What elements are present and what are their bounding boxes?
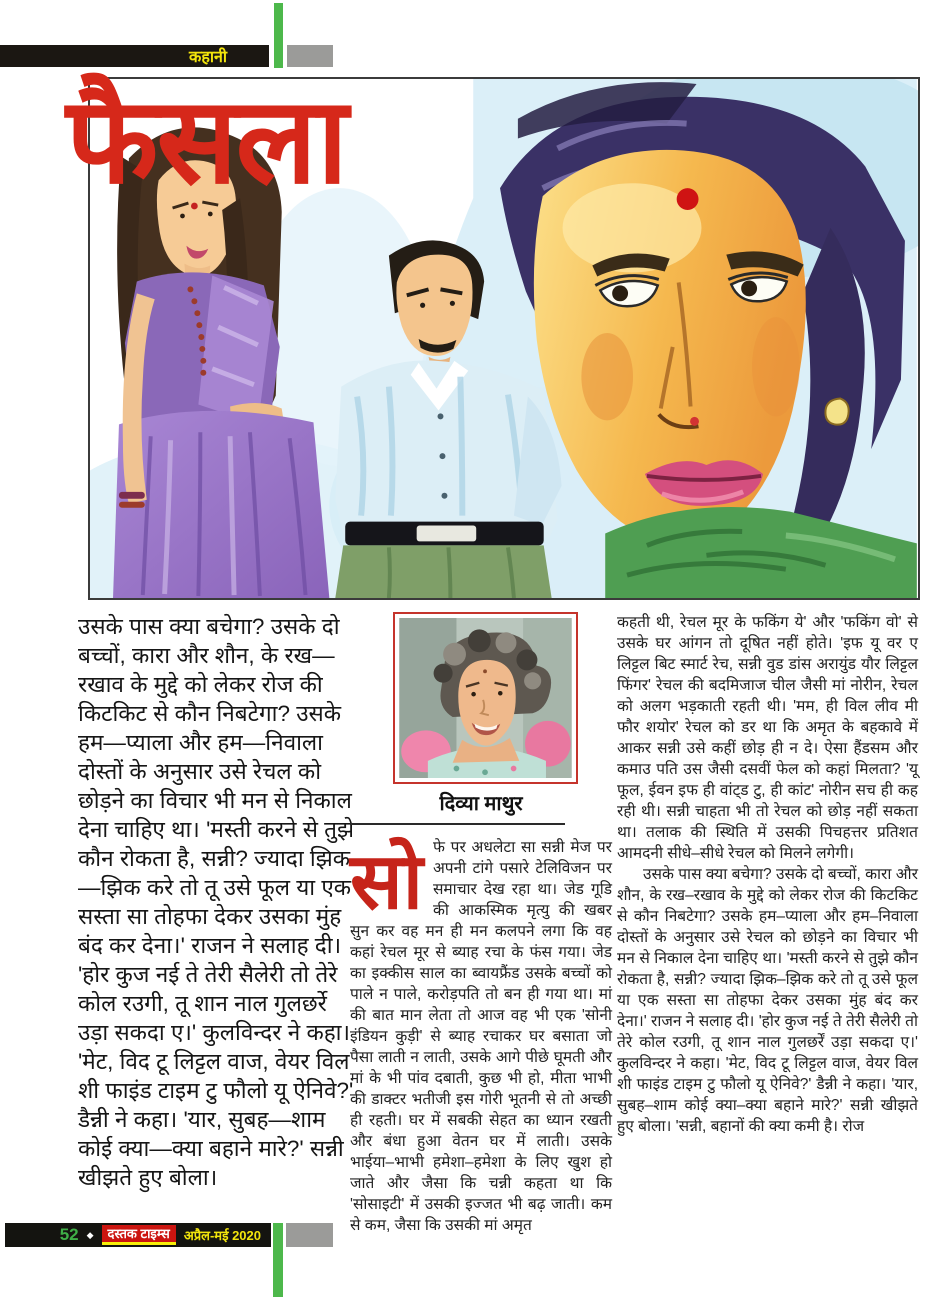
author-name: दिव्या माथुर <box>439 793 523 815</box>
magazine-logo: दस्तक टाइम्स <box>102 1225 176 1245</box>
story-title: फैसला <box>66 74 347 208</box>
footer-bar <box>5 1223 271 1247</box>
column-2-text: फे पर अधलेटा सा सन्नी मेज पर अपनी टांगे पसारे टेलिविजन पर समाचार देख रहा था। जेड गूडि की आकस्मिक मृत्यु की खबर सुन कर वह मन ही मन कलपने लगा कि वह कहां रेचल मूर से ब्याह रचा के फंस गया। जेड का इक्कीस साल का ब्वायफ्रैंड उसके बच्चों को पाले न पाले, करोड़पति तो बन ही गया था। मां की बात मान लेता तो आज वह भी एक 'सोनी इंडियन कुड़ी' से ब्याह रचाकर घर बसाता जो पैसा लाती न लाती, उसके आगे पीछे घूमती और मां के भी पांव दबाती, कुछ भी हो, मीता भाभी की डाक्टर भतीजी इस गोरी भूतनी से तो अच्छी ही रहती। घर में सबकी सेहत का ध्यान रखती और बंधा हुआ वेतन घर में लाती। उसके भाईया–भाभी हमेशा–हमेशा के लिए खुश हो जाते और जैसा कि चन्नी कहता था कि 'सोसाइटी' में उसकी इज्जत भी बढ़ जाती। कम से कम, जैसा कि उसकी मां अमृत <box>350 839 612 1234</box>
author-divider-rule <box>350 823 565 825</box>
diamond-icon: ◆ <box>86 1229 94 1240</box>
green-accent-bar-top <box>274 3 283 68</box>
section-label: कहानी <box>189 49 227 66</box>
section-header-bar <box>0 45 269 67</box>
author-photo-frame <box>393 612 578 784</box>
issue-date: अप्रैल-मई 2020 <box>183 1228 261 1243</box>
lede-column <box>78 612 362 1192</box>
gray-accent-block-top <box>287 45 333 67</box>
dropcap-letter: सो <box>350 837 423 925</box>
lede-text: उसके पास क्या बचेगा? उसके दो बच्चों, कारा और शौन, के रख—रखाव के मुद्दे को लेकर रोज की किटकिट से कौन निबटेगा? उसके हम—प्याला और हम—निवाला दोस्तों के अनुसार उसे रेचल को छोड़ने का विचार भी मन से निकाल देना चाहिए था। 'मस्ती करने से तुझे कौन रोकता है, सन्नी? ज्यादा झिक—झिक करे तो तू उसे फूल या एक सस्ता सा तोहफा देकर उसका मुंह बंद कर देना।' राजन ने सलाह दी। 'होर कुज नई ते तेरी सैलेरी तो तेरे कोल रउगी, तू शान नाल गुलछर्रे उड़ा सकदा ए।' कुलविन्दर ने कहा। 'मेट, विद टू लिट्टल वाज, वेयर विल शी फाइंड टाइम टु फौलो यू ऐनिवे?' डैन्नी ने कहा। 'यार, सुबह—शाम कोई क्या—क्या बहाने मारे?' सन्नी खीझते हुए बोला। <box>78 614 355 1190</box>
body-text-column-2 <box>350 837 612 1236</box>
author-photo <box>399 618 572 778</box>
body-column-2 <box>350 612 612 1236</box>
body-column-3 <box>617 612 918 1137</box>
gray-accent-block-bottom <box>286 1223 333 1247</box>
page-number: 52 <box>59 1225 79 1244</box>
column-3-paragraph-2: उसके पास क्या बचेगा? उसके दो बच्चों, कारा और शौन, के रख–रखाव के मुद्दे को लेकर रोज की किटकिट से कौन निबटेगा? उसके हम–प्याला और हम–निवाला दोस्तों के अनुसार उसे रेचल को छोड़ने का विचार भी मन से निकाल देना चाहिए था। 'मस्ती करने से तुझे कौन रोकता है, सन्नी? ज्यादा झिक–झिक करे तो तू उसे फूल या एक सस्ता सा तोहफा देकर उसका मुंह बंद कर देना।' राजन ने सलाह दी। 'होर कुज नई ते तेरी सैलेरी तो तेरे कोल रउगी, तू शान नाल गुलछर्रें उड़ा सकदा ए।' कुलविन्दर ने कहा। 'मेट, विद टू लिट्टल वाज, वेयर विल शी फाइंड टाइम टु फौलो यू ऐनिवे?' डैन्नी ने कहा। 'यार, सुबह–शाम कोई क्या–क्या बहाने मारे?' सन्नी खीझते हुए बोला। 'सन्नी, बहानों की क्या कमी है। रोज <box>617 866 918 1135</box>
green-accent-bar-bottom <box>273 1223 283 1297</box>
column-3-paragraph-1: कहती थी, रेचल मूर के फकिंग ये' और 'फकिंग वो' से उसके घर आंगन तो दूषित नहीं होते। 'इफ यू वर ए लिट्टल बिट स्मार्ट रेच, सन्नी वुड डांस अरायुंड यौर लिट्टल फिंगर' रेचल की बदमिजाज चील जैसी मां नोरीन, रेचल को अलग भड़काती रहती थी। 'मम, ही विल लीव मी फौर शयोर' रेचल को डर था कि अमृत के बहकावे में आकर सन्नी उसे कहीं छोड़ ही न दे। ऐसा हैंडसम और कमाउ पति उस जैसी दसवीं फेल को कहां मिलता? 'यू फूल, ईवन इफ ही वांट्ड टु, ही कांट' नोरीन सच ही कह रही थी। सन्नी चाहता भी तो रेचल को छोड़ नहीं सकता था। तलाक की स्थिति में उसकी पिचहत्तर प्रतिशत आमदनी सीधे–सीधे रेचल को मिलने लगेगी। <box>617 614 918 862</box>
